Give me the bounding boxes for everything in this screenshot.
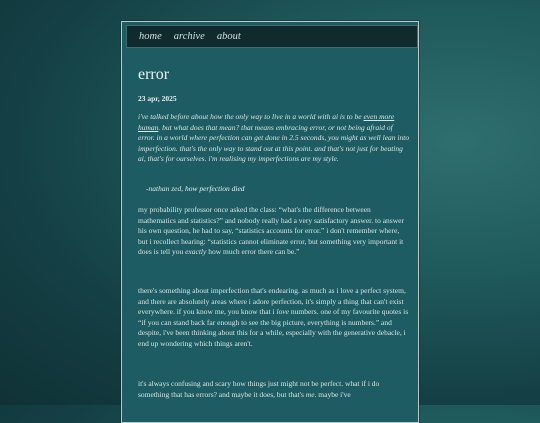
post-container xyxy=(121,21,419,423)
nav-about-link[interactable]: about xyxy=(216,31,241,42)
nav-archive-link[interactable]: archive xyxy=(173,31,205,42)
para2-text-b: numbers. one of my favourite quotes is “if you can stand back far enough to see the big picture, everything is numbers.” and despite, i've been thinking about this for a while, especially with the generative debacle, i end up wondering which things aren't. xyxy=(138,307,409,348)
even-more-human-link[interactable]: even more human xyxy=(138,112,395,132)
how-perfection-died-link[interactable]: how perfection died xyxy=(184,184,245,193)
quote-attribution xyxy=(146,184,245,193)
top-navigation xyxy=(126,25,418,48)
intro-quote xyxy=(138,112,410,165)
attribution-name: -nathan zed, xyxy=(146,184,185,193)
para3-text-a: it's always confusing and scary how things just might not be perfect. what if i do something that has errors? and maybe it does, but that's xyxy=(138,379,380,399)
post-title: error xyxy=(138,66,170,83)
para1-text-b: how much error there can be.” xyxy=(206,247,300,256)
para1-text-a: my probability professor once asked the class: “what's the difference between mathematics and statistics?” and nobody really had a very satisfactory answer. to answer his own question, he had to say, “statistics accounts for error.” i don't remember where, but i recollect hearing: “statistics cannot eliminate error, but something very important it does is tell you xyxy=(138,205,404,256)
para3-emphasis: me xyxy=(305,389,315,399)
nav-home-link[interactable]: home xyxy=(139,31,162,42)
post-date: 23 apr, 2025 xyxy=(138,94,177,103)
para3-text-b: . maybe i've xyxy=(314,389,351,399)
para2-emphasis: love xyxy=(276,307,290,316)
paragraph-3 xyxy=(138,379,410,400)
quote-text-2: . but what does that mean? that means embracing error, or not being afraid of error. in a world where perfection can get done in 2.5 seconds, you might as well lean into imperfection. that's the only way to stand out at this point. and that's not just for beating ai, that's for ourselves. i'm realising my imperfections are my style. xyxy=(138,122,410,163)
para1-emphasis: exactly xyxy=(185,247,207,256)
paragraph-2 xyxy=(138,286,410,349)
para2-text-a: there's something about imperfection that's endearing. as much as i love a perfect system, and there are absolutely areas where i adore perfection, it's simply a thing that can't exist everywhere. if you know me, you know that i xyxy=(138,286,406,316)
paragraph-1 xyxy=(138,205,410,258)
quote-text-1: i've talked before about how the only way to live in a world with ai is to be xyxy=(138,112,364,121)
